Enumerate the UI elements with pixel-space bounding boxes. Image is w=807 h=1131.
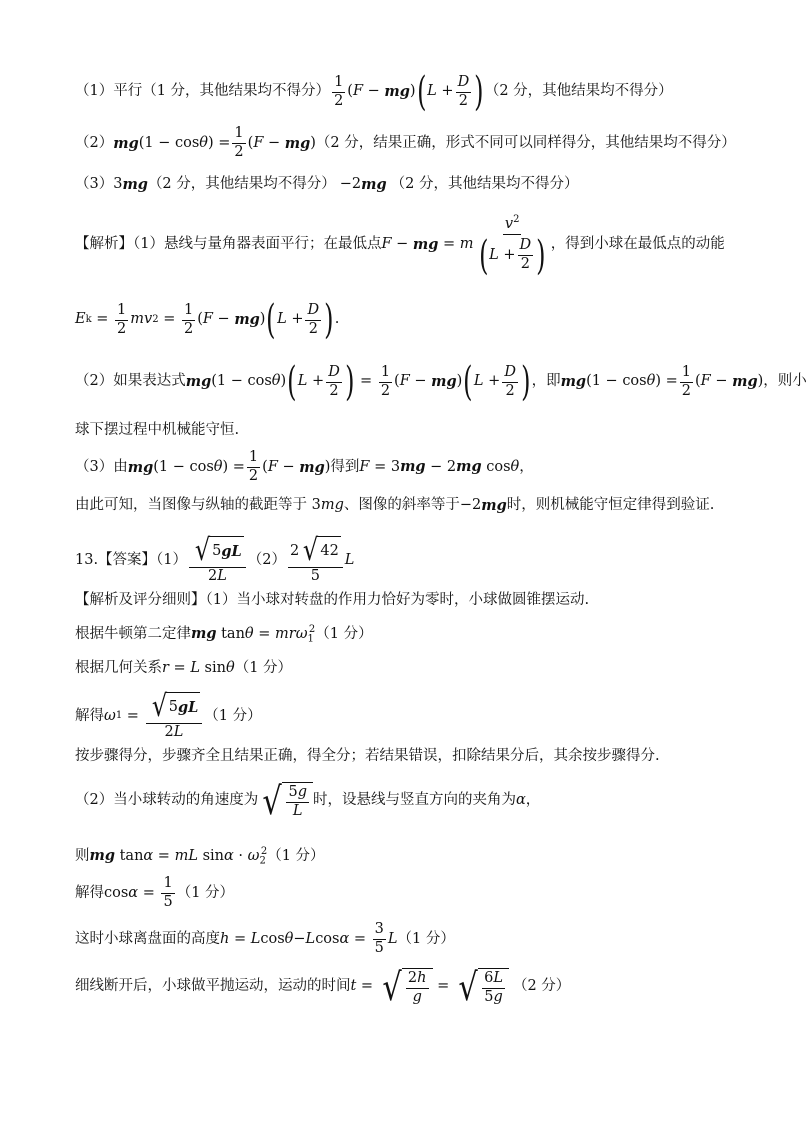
formula-13: r = L sinθ	[162, 660, 235, 676]
analysis-13-line-6: （2）当小球转动的角速度为 √ $\frac{5g}{L}$ 时，设悬线与竖直方向的夹角为 α ，	[75, 779, 541, 823]
analysis-13-line-10	[75, 965, 760, 1009]
analysis-line-6: 由此可知，当图像与纵轴的截距等于 3 mg 、图像的斜率等于 −2 mg 时，则机械能守恒定律得到验证.	[75, 497, 715, 514]
text-7a: 球下摆过程中机械能守恒.	[75, 422, 240, 438]
text-6c: ，则小	[763, 373, 807, 390]
text-13a: 根据几何关系	[75, 660, 162, 676]
text-16a: （2）当小球转动的角速度为	[75, 792, 259, 809]
formula-18: cos α = $\frac{1}{5}$	[104, 875, 173, 910]
analysis-13-line-2	[75, 624, 760, 646]
text-18b: （1 分）	[176, 884, 235, 901]
formula-2: mg (1 − cos θ ) = $\frac{1}{2}$ ( F − mg )	[113, 125, 316, 160]
text-12b: （1 分）	[315, 626, 373, 643]
text-10b: （2）	[247, 551, 286, 568]
formula-1: $\frac{1}{2}$ ( F − mg ) ( L + $\frac{D}{2}$ )	[334, 69, 484, 115]
formula-16: √ $\frac{5g}{L}$	[260, 782, 313, 820]
text-18a: 解得	[75, 884, 104, 901]
formula-10b: 2 √ 42 5 L	[289, 533, 355, 584]
text-14a: 解得	[75, 707, 104, 724]
text-20a: 细线断开后，小球做平抛运动，运动的时间	[75, 978, 351, 995]
analysis-line-2	[75, 297, 760, 343]
text-13b: （1 分）	[234, 660, 293, 676]
formula-5: E k = $\frac{1}{2}$ mv 2 = $\frac{1}{2}$ ( F − mg ) ( L + $\frac{D}{2}$ ) .	[75, 297, 340, 343]
formula-12: mg tanθ = mrω$_1^2$	[191, 624, 316, 645]
text-4a: 【解析】（1）悬线与量角器表面平行；在最低点	[75, 236, 382, 253]
text-2a: （2）	[75, 134, 114, 151]
text-2b: （2 分，结果正确，形式不同可以同样得分，其他结果均不得分）	[315, 134, 736, 151]
text-8c: ，	[519, 458, 534, 475]
analysis-13-line-4	[75, 689, 760, 741]
analysis-line-1	[75, 214, 760, 279]
formula-4: F − mg = m $v^2$ ( L + $\frac{D}{2}$ )	[381, 214, 546, 279]
analysis-line-3	[75, 359, 807, 405]
text-3c: （2 分，其他结果均不得分）	[390, 176, 579, 192]
text-14b: （1 分）	[204, 707, 262, 724]
formula-14: ω 1 = √ 5 gL 2L	[104, 692, 204, 741]
text-17b: （1 分）	[267, 848, 325, 865]
text-9b: 、图像的斜率等于	[343, 497, 460, 513]
text-1b: （2 分，其他结果均不得分）	[484, 83, 673, 100]
text-11a: 【解析及评分细则】（1）当小球对转盘的作用力恰好为零时，小球做圆锥摆运动.	[75, 592, 590, 608]
analysis-13-line-7	[75, 846, 760, 868]
text-17a: 则	[75, 848, 90, 865]
analysis-13-line-3	[75, 660, 760, 677]
text-6a: （2）如果表达式	[75, 373, 186, 390]
answer-13	[75, 533, 760, 585]
answer-line-2	[75, 126, 760, 161]
text-20b: （2 分）	[512, 978, 571, 995]
text-8b: 得到	[330, 458, 360, 475]
text-12a: 根据牛顿第二定律	[75, 626, 191, 643]
analysis-13-line-1	[75, 592, 760, 609]
analysis-13-line-8	[75, 876, 760, 911]
text-3b: （2 分，其他结果均不得分）	[147, 176, 336, 192]
text-6b: ，即	[531, 373, 561, 390]
text-9a: 由此可知，当图像与纵轴的截距等于 3	[75, 497, 321, 513]
analysis-line-5	[75, 450, 760, 485]
formula-17: mg tanα = mL $\sin\alpha \cdot \omega_2^2$	[89, 846, 268, 867]
formula-19: h = L cos θ − L cos α = $\frac{3}{5}$ L	[220, 921, 398, 956]
text-10a: 13.【答案】（1）	[75, 551, 188, 568]
analysis-line-4	[75, 422, 760, 439]
analysis-13-line-5	[75, 748, 760, 765]
answer-line-1	[75, 69, 760, 115]
text-15a: 按步骤得分，步骤齐全且结果正确，得全分；若结果错误，扣除结果分后，其余按步骤得分.	[75, 748, 660, 764]
formula-8a: mg (1 − cos θ ) = $\frac{1}{2}$ ( F − mg )	[127, 449, 331, 484]
formula-6b: mg (1 − cos θ ) = $\frac{1}{2}$ ( F − mg )	[560, 363, 764, 399]
text-16b: 时，设悬线与竖直方向的夹角为	[312, 792, 516, 809]
formula-10a: √ 5 gL 2L	[189, 536, 246, 585]
answer-line-3: （3）3 mg （2 分，其他结果均不得分） −2 mg （2 分，其他结果均不得分）	[75, 176, 579, 193]
text-4b: ，得到小球在最低点的动能	[550, 236, 725, 253]
text-3a: （3）3	[75, 176, 123, 192]
text-1a: （1）平行（1 分，其他结果均不得分）	[75, 83, 331, 100]
analysis-13-line-9	[75, 922, 760, 957]
text-16c: ，	[525, 792, 541, 809]
formula-8b: F = 3mg − 2mg cosθ	[359, 458, 520, 476]
text-9c: 时，则机械能守恒定律得到验证.	[506, 497, 715, 513]
formula-6a: mg (1 − cos θ ) ( L + $\frac{D}{2}$ ) = $\frac{1}{2}$ ( F − mg ) ( L + $\frac{D}{2}$ )	[185, 359, 531, 405]
text-19a: 这时小球离盘面的高度	[75, 930, 220, 947]
text-8a: （3）由	[75, 458, 128, 475]
text-19b: （1 分）	[397, 930, 455, 947]
formula-20: t = √ $\frac{2h}{g}$ = √ $\frac{6L}{5g}$	[351, 968, 509, 1006]
